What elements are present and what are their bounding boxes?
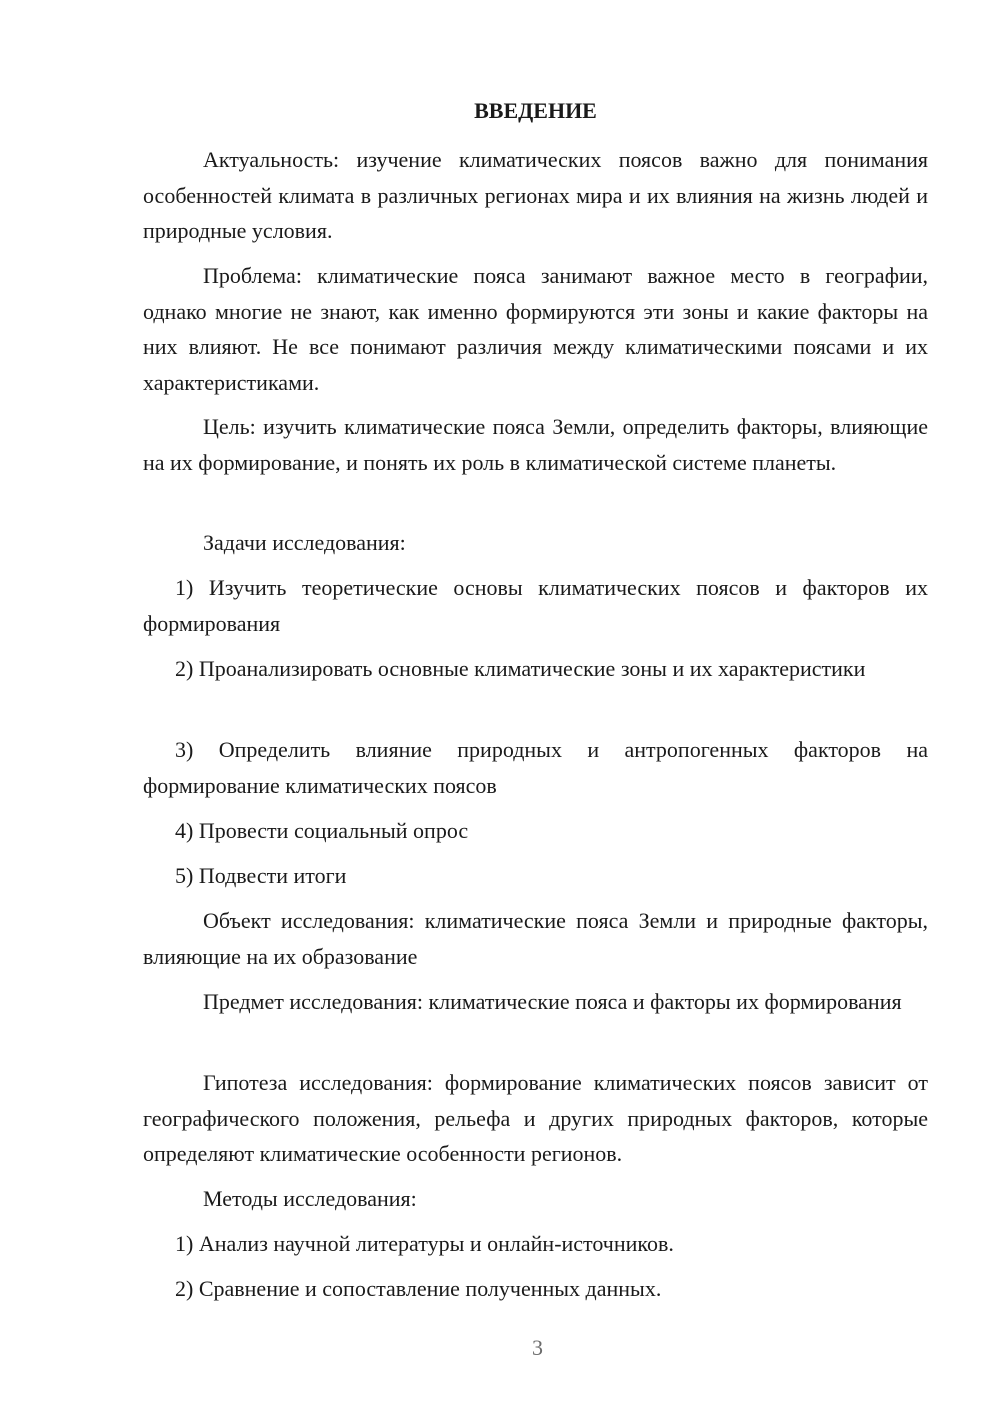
paragraph-hypothesis: Гипотеза исследования: формирование климатических поясов зависит от географического положения, рельефа и других природных факторов, которые определяют климатические особенности регионов. [143, 1070, 928, 1166]
paragraph-goal: Цель: изучить климатические пояса Земли, определить факторы, влияющие на их формирование, и понять их роль в климатической системе планеты. [143, 414, 928, 475]
method-item-2: 2) Сравнение и сопоставление полученных данных. [175, 1276, 662, 1301]
task-item-4: 4) Провести социальный опрос [175, 818, 469, 843]
task-item-2: 2) Проанализировать основные климатические зоны и их характеристики [175, 656, 866, 681]
paragraph-subject: Предмет исследования: климатические пояса и факторы их формирования [203, 989, 902, 1014]
section-title: ВВЕДЕНИЕ [474, 98, 597, 123]
method-item-1: 1) Анализ научной литературы и онлайн-источников. [175, 1231, 674, 1256]
paragraph-problem: Проблема: климатические пояса занимают важное место в географии, однако многие не знают, как именно формируются эти зоны и какие факторы на них влияют. Не все понимают различия между климатическими поясами и их характеристиками. [143, 263, 928, 395]
paragraph-object: Объект исследования: климатические пояса Земли и природные факторы, влияющие на их образование [143, 908, 928, 969]
paragraph-relevance: Актуальность: изучение климатических поясов важно для понимания особенностей климата в различных регионах мира и их влияния на жизнь людей и природные условия. [143, 147, 928, 243]
task-item-1: 1) Изучить теоретические основы климатических поясов и факторов их формирования [143, 575, 928, 636]
paragraph-tasks-heading: Задачи исследования: [203, 530, 406, 555]
task-item-5: 5) Подвести итоги [175, 863, 347, 888]
task-item-3: 3) Определить влияние природных и антропогенных факторов на формирование климатических поясов [143, 737, 928, 798]
page-number: 3 [532, 1335, 543, 1360]
paragraph-methods-heading: Методы исследования: [203, 1186, 417, 1211]
